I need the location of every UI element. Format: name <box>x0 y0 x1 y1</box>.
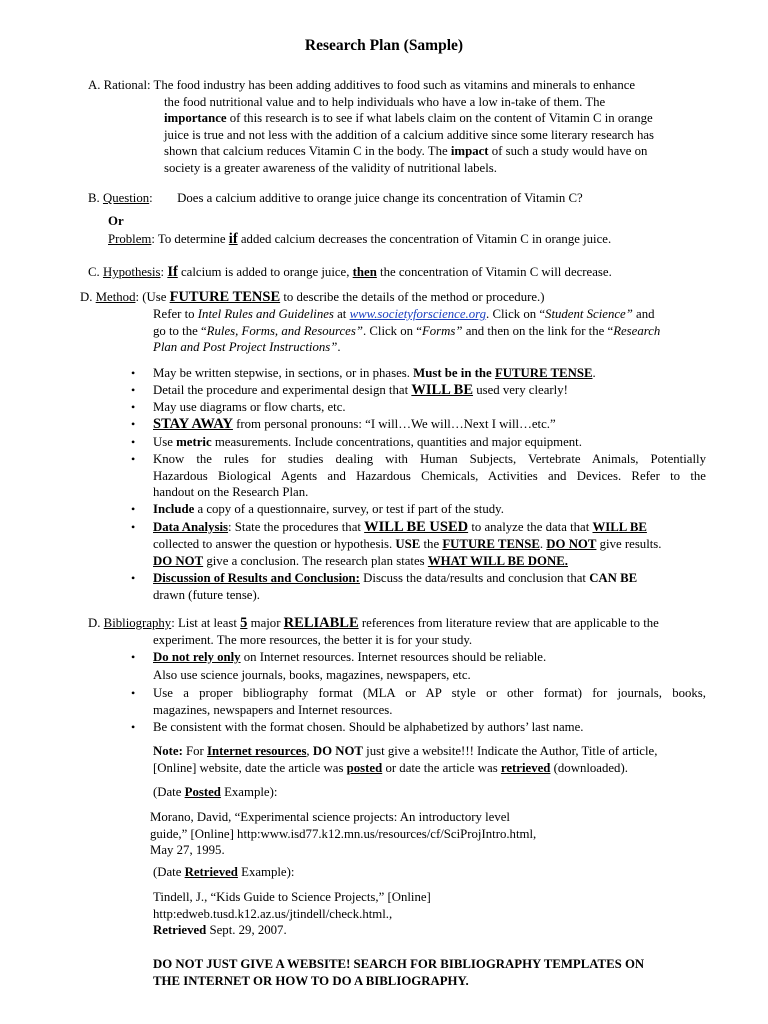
reference-2-line-3: Retrieved Sept. 29, 2007. <box>153 923 287 938</box>
bibliography-bullet-1-line-2: Also use science journals, books, magazines, newspapers, etc. <box>153 668 471 682</box>
importance-word: importance <box>164 111 227 126</box>
method-line-3: go to the “Rules, Forms, and Resources”. Click on “Forms” and then on the link for the “Research <box>153 323 661 338</box>
method-bullet-8-line-1: Data Analysis: State the procedures that WILL BE USED to analyze the data that WILL BE <box>153 519 647 535</box>
problem-label: Problem <box>108 232 152 246</box>
method-label: Method <box>95 290 136 304</box>
method-bullet-1: May be written stepwise, in sections, or in phases. Must be in the FUTURE TENSE. <box>153 366 596 380</box>
method-bullet-4: STAY AWAY from personal pronouns: “I will…We will…Next I will…etc.” <box>153 416 556 432</box>
reference-1-line-3: May 27, 1995. <box>150 843 225 858</box>
question-text: Does a calcium additive to orange juice change its concentration of Vitamin C? <box>177 191 583 205</box>
retrieved-example-label: (Date Retrieved Example): <box>153 865 295 879</box>
bullet-icon: • <box>131 383 136 397</box>
method-bullet-6-line-1: Know the rules for studies dealing with Human Subjects, Vertebrate Animals, Potentially <box>153 452 706 466</box>
method-line-2: Refer to Intel Rules and Guidelines at www.societyforscience.org. Click on “Student Science” and <box>153 307 655 321</box>
method-bullet-5: Use metric measurements. Include concentrations, quantities and major equipment. <box>153 435 582 449</box>
reference-2-line-2: http:edweb.tusd.k12.az.us/jtindell/check.html., <box>153 906 393 921</box>
if-word: If <box>167 264 178 280</box>
page-title: Research Plan (Sample) <box>304 37 464 54</box>
posted-example-label: (Date Posted Example): <box>153 785 278 799</box>
reference-1-line-1: Morano, David, “Experimental science projects: An introductory level <box>150 810 510 824</box>
bibliography-label: Bibliography <box>103 616 172 630</box>
method-bullet-6-line-3: handout on the Research Plan. <box>153 485 309 500</box>
bibliography-bullet-3: Be consistent with the format chosen. Should be alphabetized by authors’ last name. <box>153 720 584 734</box>
method-bullet-8-line-2: collected to answer the question or hypothesis. USE the FUTURE TENSE. DO NOT give results. <box>153 537 662 551</box>
rational-line-1: A. Rational: The food industry has been adding additives to food such as vitamins and minerals to enhance <box>88 78 636 92</box>
rational-line-3: importance of this research is to see if what labels claim on the content of Vitamin C in orange <box>164 111 653 126</box>
impact-word: impact <box>450 144 489 159</box>
bibliography-bullet-2-line-1: Use a proper bibliography format (MLA or AP style or other format) for journals, books, <box>153 686 706 700</box>
bullet-icon: • <box>131 720 136 734</box>
method-bullet-6-line-2: Hazardous Biological Agents and Hazardous Chemicals, Activities and Devices. Refer to the <box>153 468 706 483</box>
method-bullet-8-line-3: DO NOT give a conclusion. The research plan states WHAT WILL BE DONE. <box>153 553 568 568</box>
societyforscience-link[interactable]: www.societyforscience.org <box>349 307 487 321</box>
bullet-icon: • <box>131 366 136 380</box>
final-warning-line-2: THE INTERNET OR HOW TO DO A BIBLIOGRAPHY. <box>153 974 469 988</box>
rational-line-2: the food nutritional value and to help individuals who have a low in-take of them. The <box>164 94 606 109</box>
bullet-icon: • <box>131 400 136 414</box>
reference-1-line-2: guide,” [Online] http:www.isd77.k12.mn.us/resources/cf/SciProjIntro.html, <box>150 826 537 841</box>
bibliography-bullet-1: Do not rely only on Internet resources. Internet resources should be reliable. <box>153 650 547 664</box>
or-label: Or <box>108 214 124 228</box>
method-bullet-3: May use diagrams or flow charts, etc. <box>153 400 346 414</box>
bibliography-line-1: D. Bibliography: List at least 5 major RELIABLE references from literature review that are applicable to the <box>88 615 659 631</box>
rational-line-5: shown that calcium reduces Vitamin C in the body. The impact of such a study would have on <box>164 144 648 159</box>
rational-line-6: society is a greater awareness of the validity of nutritional labels. <box>164 161 497 175</box>
bullet-icon: • <box>131 650 136 664</box>
method-line-4: Plan and Post Project Instructions”. <box>153 340 341 355</box>
hypothesis-label: Hypothesis <box>102 265 161 279</box>
bibliography-bullet-2-line-2: magazines, newspapers and Internet resources. <box>153 702 393 717</box>
note-line-2: [Online] website, date the article was posted or date the article was retrieved (downloaded). <box>153 761 628 775</box>
rational-label: A. Rational: <box>88 78 151 92</box>
bullet-icon: • <box>131 435 136 449</box>
final-warning-line-1: DO NOT JUST GIVE A WEBSITE! SEARCH FOR BIBLIOGRAPHY TEMPLATES ON <box>153 957 645 971</box>
bibliography-line-2: experiment. The more resources, the better it is for your study. <box>153 632 473 647</box>
bullet-icon: • <box>131 571 136 585</box>
note-label: Note: <box>153 744 183 758</box>
bullet-icon: • <box>131 686 136 700</box>
then-word: then <box>352 265 377 279</box>
bullet-icon: • <box>131 452 136 466</box>
question-label: Question <box>102 191 150 205</box>
if-word: if <box>228 231 238 247</box>
bullet-icon: • <box>131 520 136 534</box>
question-line: B. Question: Does a calcium additive to orange juice change its concentration of Vitamin C? <box>88 191 583 205</box>
method-bullet-9-line-1: Discussion of Results and Conclusion: Discuss the data/results and conclusion that CAN BE <box>153 571 638 585</box>
future-tense: FUTURE TENSE <box>169 289 281 305</box>
method-bullet-9-line-2: drawn (future tense). <box>153 587 260 602</box>
hypothesis-line: C. Hypothesis: If calcium is added to orange juice, then the concentration of Vitamin C will decrease. <box>88 264 612 280</box>
note-line-1: Note: For Internet resources, DO NOT just give a website!!! Indicate the Author, Title of article, <box>153 744 658 758</box>
problem-line: Problem: To determine if added calcium decreases the concentration of Vitamin C in orange juice. <box>108 231 612 247</box>
bullet-icon: • <box>131 502 136 516</box>
reference-2-line-1: Tindell, J., “Kids Guide to Science Projects,” [Online] <box>153 890 431 904</box>
bullet-icon: • <box>131 417 136 431</box>
method-bullet-2: Detail the procedure and experimental design that WILL BE used very clearly! <box>153 382 568 398</box>
method-bullet-7: Include a copy of a questionnaire, survey, or test if part of the study. <box>153 502 504 516</box>
method-line-1: D. Method: (Use FUTURE TENSE to describe the details of the method or procedure.) <box>80 289 545 305</box>
rational-line-4: juice is true and not less with the addition of a calcium additive since some literary research has <box>164 127 655 142</box>
